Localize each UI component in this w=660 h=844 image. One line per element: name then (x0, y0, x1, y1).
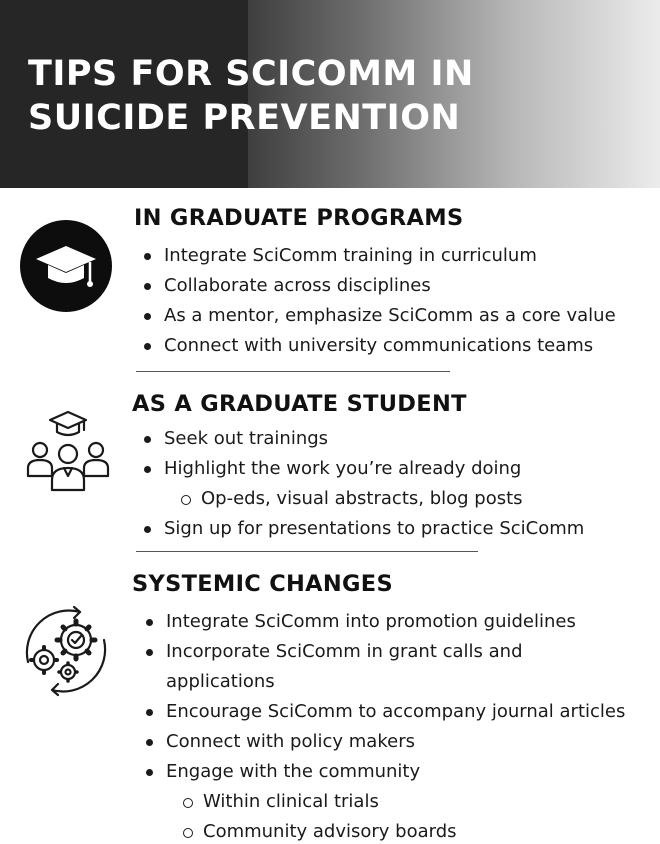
list-item: Connect with policy makers (142, 727, 625, 757)
list-item: Seek out trainings (140, 424, 584, 454)
list-item-continuation: applications (166, 671, 275, 692)
list-item: Engage with the community (142, 757, 625, 787)
list-item: Encourage SciComm to accompany journal articles (142, 697, 625, 727)
list-subitem: Op-eds, visual abstracts, blog posts (140, 484, 584, 514)
header-banner (0, 0, 660, 188)
list-subitem: Within clinical trials (142, 787, 625, 817)
list-item: Highlight the work you’re already doing (140, 454, 584, 484)
section-divider (136, 551, 478, 552)
title-line-1: TIPS FOR SCICOMM IN (28, 54, 474, 94)
section-divider (136, 371, 450, 372)
list-item: Sign up for presentations to practice SciComm (140, 514, 584, 544)
list-item: Integrate SciComm training in curriculum (140, 241, 616, 271)
page-title (28, 52, 648, 140)
list-subitem: Community advisory boards (142, 817, 625, 844)
list-item: Incorporate SciComm in grant calls and (142, 637, 625, 667)
section-title-graduate-student: AS A GRADUATE STUDENT (132, 391, 467, 417)
list-item: As a mentor, emphasize SciComm as a core value (140, 301, 616, 331)
graduate-students-icon (24, 410, 112, 494)
systemic-changes-list (142, 607, 625, 844)
section-title-graduate-programs: IN GRADUATE PROGRAMS (134, 205, 464, 231)
section-title-systemic-changes: SYSTEMIC CHANGES (132, 571, 393, 597)
gears-cycle-icon (16, 602, 116, 700)
title-line-2: SUICIDE PREVENTION (28, 98, 461, 138)
list-item: Connect with university communications teams (140, 331, 616, 361)
graduation-cap-icon (20, 220, 112, 312)
graduate-student-list (140, 424, 584, 544)
list-item: Integrate SciComm into promotion guidelines (142, 607, 625, 637)
list-item: Collaborate across disciplines (140, 271, 616, 301)
graduate-programs-list (140, 241, 616, 361)
